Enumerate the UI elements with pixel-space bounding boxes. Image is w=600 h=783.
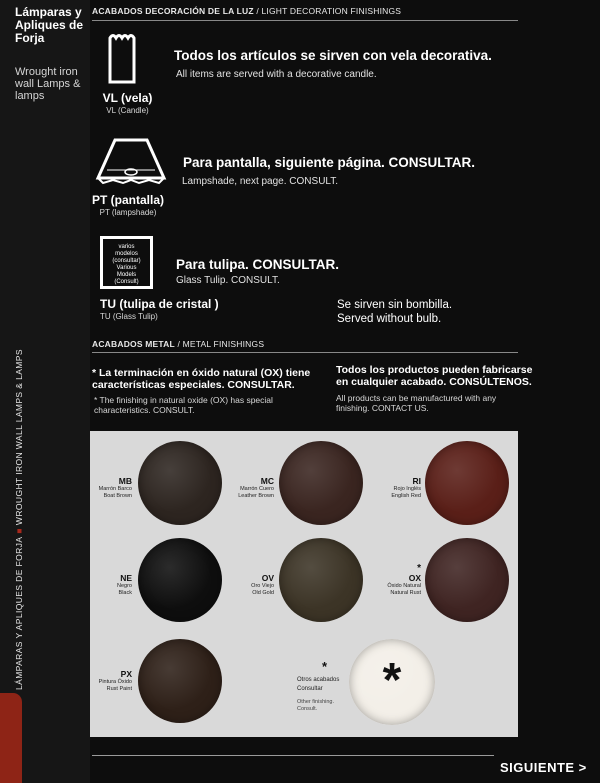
swatch-name-es-ri: Rojo Inglés — [393, 486, 421, 492]
metal-heading-es: ACABADOS METAL — [92, 339, 175, 349]
light-section-rule — [92, 20, 518, 21]
other-finishes-symbol: * — [382, 654, 402, 707]
swatch-name-es-ov: Oro Viejo — [251, 583, 274, 589]
any-finish-note-es: Todos los productos pueden fabricarse en cualquier acabado. CONSÚLTENOS. — [336, 364, 533, 388]
tulip-models-box — [100, 236, 153, 289]
metal-heading-en: / METAL FINISHINGS — [177, 339, 265, 349]
sidebar — [0, 0, 90, 783]
swatch-name-en-ne: Black — [118, 590, 132, 596]
swatch-code-px: PX — [120, 669, 132, 679]
swatch-name-en-px: Rust Paint — [106, 686, 132, 692]
other-finishes-es-1: Otros acabados — [297, 677, 340, 683]
pt-code-en: PT (lampshade) — [99, 208, 157, 217]
vertical-label-es: LÁMPARAS Y APLIQUES DE FORJA — [14, 536, 24, 690]
tu-text-en: Glass Tulip. CONSULT. — [176, 275, 280, 286]
swatch-name-en-ov: Old Gold — [252, 590, 274, 596]
swatch-other-finishes — [349, 639, 435, 725]
next-page-link[interactable]: SIGUIENTE > — [500, 760, 587, 775]
other-asterisk: * — [322, 659, 328, 674]
any-finish-note-en: All products can be manufactured with any finishing. CONTACT US. — [336, 393, 497, 413]
sidebar-vertical-label — [14, 349, 24, 690]
other-finishes-en-1: Other finishing. — [297, 699, 334, 705]
swatch-name-en-ri: English Red — [391, 493, 421, 499]
metal-swatch-panel — [90, 431, 518, 737]
vl-code-en: VL (Candle) — [106, 106, 149, 115]
swatch-name-es-mb: Marrón Barco — [98, 486, 132, 492]
sidebar-red-tab — [0, 693, 22, 783]
light-heading-es: ACABADOS DECORACIÓN DE LA LUZ — [92, 6, 254, 16]
swatch-name-en-mb: Boat Brown — [103, 493, 132, 499]
tu-box-line: Various — [116, 265, 137, 271]
pt-text-en: Lampshade, next page. CONSULT. — [182, 176, 339, 187]
swatch-ox — [425, 538, 509, 622]
pt-code: PT (pantalla) — [91, 193, 164, 207]
swatch-name-en-ox: Natural Rust — [390, 590, 421, 596]
swatch-code-mb: MB — [118, 476, 132, 486]
vertical-label-en: WROUGHT IRON WALL LAMPS & LAMPS — [14, 349, 24, 526]
sidebar-title: Lámparas y Apliques de Forja — [15, 5, 84, 45]
metal-section-rule — [92, 352, 518, 353]
swatch-code-ov: OV — [261, 573, 274, 583]
swatch-name-es-ne: Negro — [117, 583, 132, 589]
swatch-ri — [425, 441, 509, 525]
swatch-mc — [279, 441, 363, 525]
tu-box-line: Models — [116, 272, 137, 278]
tu-box-line: (consultar) — [112, 258, 141, 264]
swatch-name-es-mc: Marrón Cuero — [240, 486, 274, 492]
swatch-px — [138, 639, 222, 723]
vl-text-en: All items are served with a decorative candle. — [176, 69, 377, 80]
swatch-name-es-px: Pintura Óxido — [98, 679, 132, 685]
vl-text-es: Todos los artículos se sirven con vela decorativa. — [174, 48, 492, 63]
metal-section-heading — [92, 339, 264, 349]
tu-text-es: Para tulipa. CONSULTAR. — [176, 257, 340, 272]
ox-note-en: * The finishing in natural oxide (OX) has special characteristics. CONSULT. — [94, 395, 273, 415]
lampshade-icon — [95, 136, 167, 188]
tu-box-line: varios — [118, 244, 135, 250]
swatch-name-es-ox: Óxido Natural — [387, 583, 421, 589]
vl-code: VL (vela) — [102, 91, 153, 105]
bulb-note-en: Served without bulb. — [337, 313, 442, 325]
swatch-code-ri: RI — [412, 476, 421, 486]
footer-rule — [92, 755, 494, 756]
swatch-code-mc: MC — [260, 476, 274, 486]
swatch-mb — [138, 441, 222, 525]
swatch-asterisk-ox: * — [417, 563, 421, 574]
tu-code-en: TU (Glass Tulip) — [100, 312, 158, 321]
other-finishes-en-2: Consult. — [297, 706, 318, 712]
vertical-separator: ■ — [14, 528, 24, 534]
sidebar-subtitle: Wrought iron wall Lamps & lamps — [15, 66, 81, 102]
swatch-ne — [138, 538, 222, 622]
other-finishes-es-2: Consultar — [297, 686, 323, 692]
tu-code: TU (tulipa de cristal ) — [100, 297, 219, 311]
swatch-ov — [279, 538, 363, 622]
ox-note-es: * La terminación en óxido natural (OX) tiene características especiales. CONSULTAR. — [92, 367, 311, 391]
swatch-code-ne: NE — [120, 573, 132, 583]
tu-box-line: modelos — [115, 251, 138, 257]
light-section-heading — [92, 6, 401, 16]
swatch-code-ox: OX — [408, 573, 421, 583]
candle-icon — [107, 30, 137, 85]
bulb-note-es: Se sirven sin bombilla. — [337, 299, 453, 311]
tu-box-line: (Consult) — [114, 279, 139, 285]
pt-text-es: Para pantalla, siguiente página. CONSULTAR. — [183, 155, 476, 170]
swatch-name-en-mc: Leather Brown — [238, 493, 274, 499]
light-heading-en: / LIGHT DECORATION FINISHINGS — [256, 6, 402, 16]
